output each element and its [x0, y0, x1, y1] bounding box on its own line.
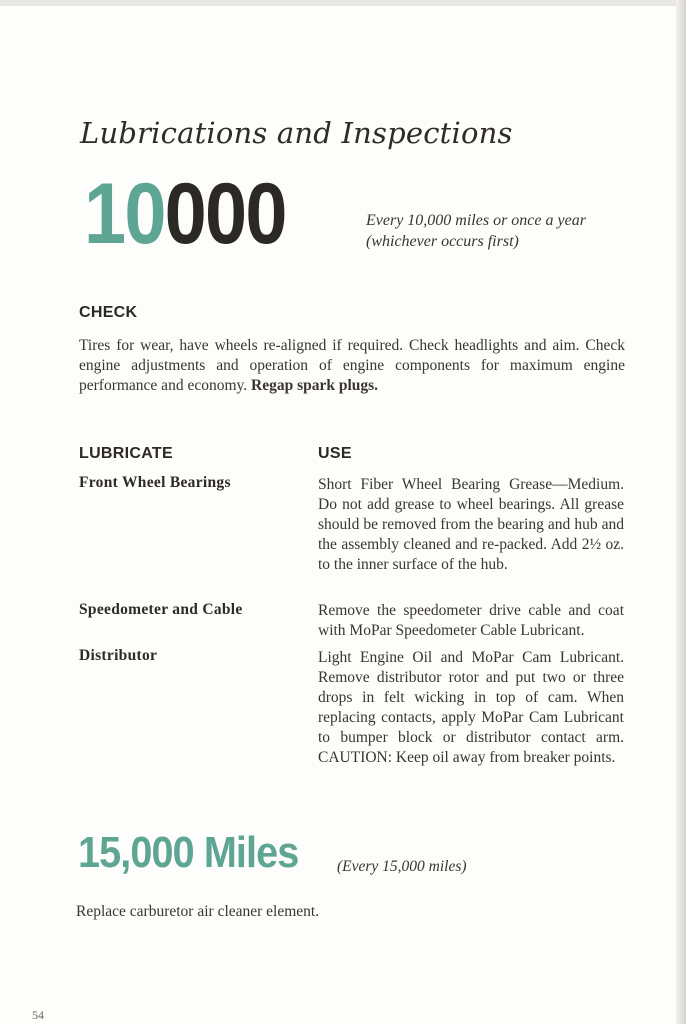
check-heading: CHECK: [79, 304, 138, 321]
manual-page: [0, 6, 676, 1024]
fifteen-thousand-heading: 15,000 Miles: [78, 828, 299, 877]
check-body: Tires for wear, have wheels re-aligned if required. Check headlights and aim. Check engine adjustments and operation of engine components for maximum engine performance and economy.: [79, 337, 625, 394]
check-text: [79, 336, 625, 396]
mileage-number-teal: 10: [84, 166, 165, 262]
interval-note: [366, 210, 586, 252]
lubricate-heading: LUBRICATE: [79, 445, 173, 462]
lubricate-item-use: Short Fiber Wheel Bearing Grease—Medium. Do not add grease to wheel bearings. All grease should be removed from the bearing and hub and the assembly cleaned and re-packed. Add 2½ oz. to the inner surface of the hub.: [318, 476, 624, 573]
lubricate-item-use: Light Engine Oil and MoPar Cam Lubricant. Remove distributor rotor and put two or three drops in felt wicking in top of cam. When replacing contacts, apply MoPar Cam Lubricant to bumper block or distributor contact arm. CAUTION: Keep oil away from breaker points.: [318, 649, 624, 766]
use-heading: USE: [318, 445, 352, 462]
page-edge: [676, 0, 686, 1024]
lubricate-item-label: Front Wheel Bearings: [79, 474, 231, 491]
mileage-number: [84, 166, 286, 262]
fifteen-thousand-note: (Every 15,000 miles): [337, 858, 467, 875]
check-emphasis: Regap spark plugs.: [251, 377, 379, 394]
interval-line-2: (whichever occurs first): [366, 233, 519, 250]
page-number: 54: [32, 1008, 44, 1022]
interval-line-1: Every 10,000 miles or once a year: [366, 212, 586, 229]
lubricate-item-label: Distributor: [79, 647, 158, 664]
lubricate-item-label: Speedometer and Cable: [79, 601, 243, 618]
mileage-number-dark: 000: [164, 166, 286, 262]
lubricate-item-use: Remove the speedometer drive cable and coat with MoPar Speedometer Cable Lubricant.: [318, 602, 624, 639]
page-title: Lubrications and Inspections: [80, 116, 513, 150]
fifteen-thousand-text: Replace carburetor air cleaner element.: [76, 903, 320, 920]
